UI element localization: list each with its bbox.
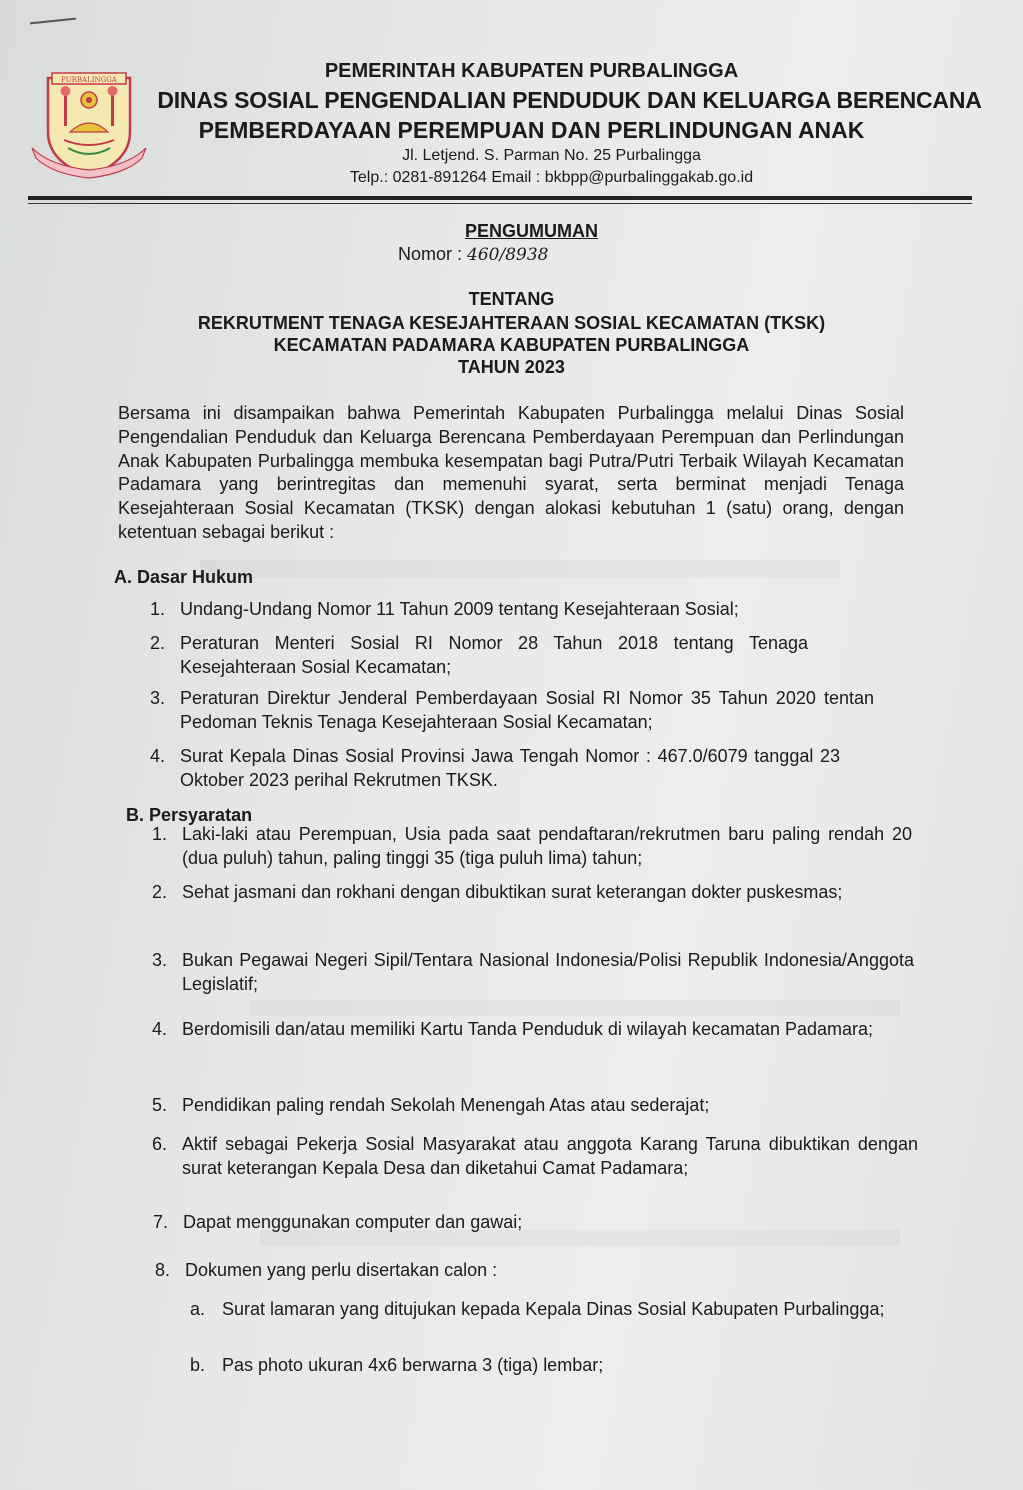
intro-paragraph: Bersama ini disampaikan bahwa Pemerintah Kabupaten Purbalingga melalui Dinas Sosial Pengendalian Penduduk dan Keluarga Berencana Pemberdayaan Perempuan dan Perlindungan Anak Kabupaten Purbalingga membuka kesempatan bagi Putra/Putri Terbaik Wilayah Kecamatan Padamara yang berintregitas dan memenuhi syarat, serta berminat menjadi Tenaga Kesejahteraan Sosial Kecamatan (TKSK) dengan alokasi kebutuhan 1 (satu) orang, dengan ketentuan sebagai berikut : bbox=[118, 403, 904, 542]
document-number-label: Nomor : bbox=[398, 244, 463, 264]
list-item-number: 5. bbox=[152, 1095, 168, 1115]
list-item-text: Surat Kepala Dinas Sosial Provinsi Jawa Tengah Nomor : 467.0/6079 tanggal 23 Oktober 2023 perihal Rekrutmen TKSK. bbox=[180, 746, 840, 790]
list-item-text: Berdomisili dan/atau memiliki Kartu Tanda Penduduk di wilayah kecamatan Padamara; bbox=[182, 1019, 874, 1039]
logo-caption: PURBALINGGA bbox=[61, 76, 117, 84]
sub-list-item-text: Pas photo ukuran 4x6 berwarna 3 (tiga) lembar; bbox=[222, 1355, 604, 1375]
list-item-text: Dapat menggunakan computer dan gawai; bbox=[183, 1212, 523, 1232]
list-item bbox=[150, 631, 808, 679]
section-a-title: A. Dasar Hukum bbox=[114, 567, 254, 587]
show-through-shadow bbox=[250, 1000, 900, 1016]
list-item-number: 7. bbox=[153, 1212, 169, 1232]
list-item-number: 4. bbox=[150, 746, 166, 766]
show-through-shadow bbox=[200, 560, 840, 578]
list-item bbox=[150, 744, 840, 792]
section-b-title: B. Persyaratan bbox=[126, 805, 253, 825]
list-item-text: Aktif sebagai Pekerja Sosial Masyarakat atau anggota Karang Taruna dibuktikan dengan surat keterangan Kepala Desa dan diketahui Camat Padamara; bbox=[182, 1134, 918, 1178]
document-number bbox=[398, 244, 548, 265]
list-item bbox=[152, 822, 912, 870]
list-item-text: Bukan Pegawai Negeri Sipil/Tentara Nasional Indonesia/Polisi Republik Indonesia/Anggota Legislatif; bbox=[182, 950, 914, 994]
sub-list-item bbox=[190, 1353, 890, 1377]
list-item-number: 3. bbox=[150, 688, 166, 708]
list-item bbox=[152, 1093, 852, 1117]
header-agency: DINAS SOSIAL PENGENDALIAN PENDUDUK DAN KELUARGA BERENCANA bbox=[157, 87, 982, 113]
subject-line-3: TAHUN 2023 bbox=[458, 357, 565, 377]
header-government: PEMERINTAH KABUPATEN PURBALINGGA bbox=[324, 60, 739, 82]
list-item-number: 1. bbox=[152, 824, 168, 844]
sub-list-item-letter: b. bbox=[190, 1355, 206, 1375]
list-item bbox=[153, 1210, 753, 1234]
pen-mark bbox=[30, 18, 76, 25]
list-item-number: 2. bbox=[152, 882, 168, 902]
list-item bbox=[152, 948, 914, 996]
header-address: Jl. Letjend. S. Parman No. 25 Purbalingga bbox=[402, 147, 701, 164]
subject-line-2: KECAMATAN PADAMARA KABUPATEN PURBALINGGA bbox=[273, 335, 750, 355]
header-contact: Telp.: 0281-891264 Email : bkbpp@purbalinggakab.go.id bbox=[349, 169, 754, 186]
list-item-text: Peraturan Direktur Jenderal Pemberdayaan Sosial RI Nomor 35 Tahun 2020 tentan Pedoman Teknis Tenaga Kesejahteraan Sosial Kecamatan; bbox=[180, 688, 874, 732]
list-item-text: Undang-Undang Nomor 11 Tahun 2009 tentang Kesejahteraan Sosial; bbox=[180, 599, 739, 619]
list-item-number: 4. bbox=[152, 1019, 168, 1039]
list-item bbox=[152, 1132, 918, 1180]
subject-line-1: REKRUTMENT TENAGA KESEJAHTERAAN SOSIAL KECAMATAN (TKSK) bbox=[197, 313, 826, 333]
list-item-text: Pendidikan paling rendah Sekolah Menengah Atas atau sederajat; bbox=[182, 1095, 710, 1115]
list-item-number: 3. bbox=[152, 950, 168, 970]
list-item bbox=[150, 686, 874, 734]
list-item-text: Sehat jasmani dan rokhani dengan dibuktikan surat keterangan dokter puskesmas; bbox=[182, 882, 843, 902]
list-item-number: 6. bbox=[152, 1134, 168, 1154]
sub-list-item-text: Surat lamaran yang ditujukan kepada Kepala Dinas Sosial Kabupaten Purbalingga; bbox=[222, 1299, 885, 1319]
list-item-number: 2. bbox=[150, 633, 166, 653]
list-item bbox=[155, 1258, 755, 1282]
list-item bbox=[152, 1017, 914, 1041]
list-item-number: 8. bbox=[155, 1260, 171, 1280]
list-item-text: Laki-laki atau Perempuan, Usia pada saat pendaftaran/rekrutmen baru paling rendah 20 (dua puluh) tahun, paling tinggi 35 (tiga puluh lima) tahun; bbox=[182, 824, 912, 868]
list-item bbox=[152, 880, 880, 904]
list-item bbox=[150, 597, 810, 621]
sub-list-item bbox=[190, 1297, 920, 1321]
letterhead-divider bbox=[28, 196, 972, 200]
document-heading: PENGUMUMAN bbox=[465, 221, 598, 241]
list-item-text: Peraturan Menteri Sosial RI Nomor 28 Tahun 2018 tentang Tenaga Kesejahteraan Sosial Kecamatan; bbox=[180, 633, 808, 677]
list-item-number: 1. bbox=[150, 599, 166, 619]
list-item-text: Dokumen yang perlu disertakan calon : bbox=[185, 1260, 498, 1280]
document-number-value: 460/8938 bbox=[467, 245, 549, 265]
sub-list-item-letter: a. bbox=[190, 1299, 206, 1319]
letterhead-divider-thin bbox=[28, 203, 972, 204]
subject-label: TENTANG bbox=[468, 289, 555, 309]
header-agency-continued: PEMBERDAYAAN PEREMPUAN DAN PERLINDUNGAN ANAK bbox=[198, 117, 865, 143]
